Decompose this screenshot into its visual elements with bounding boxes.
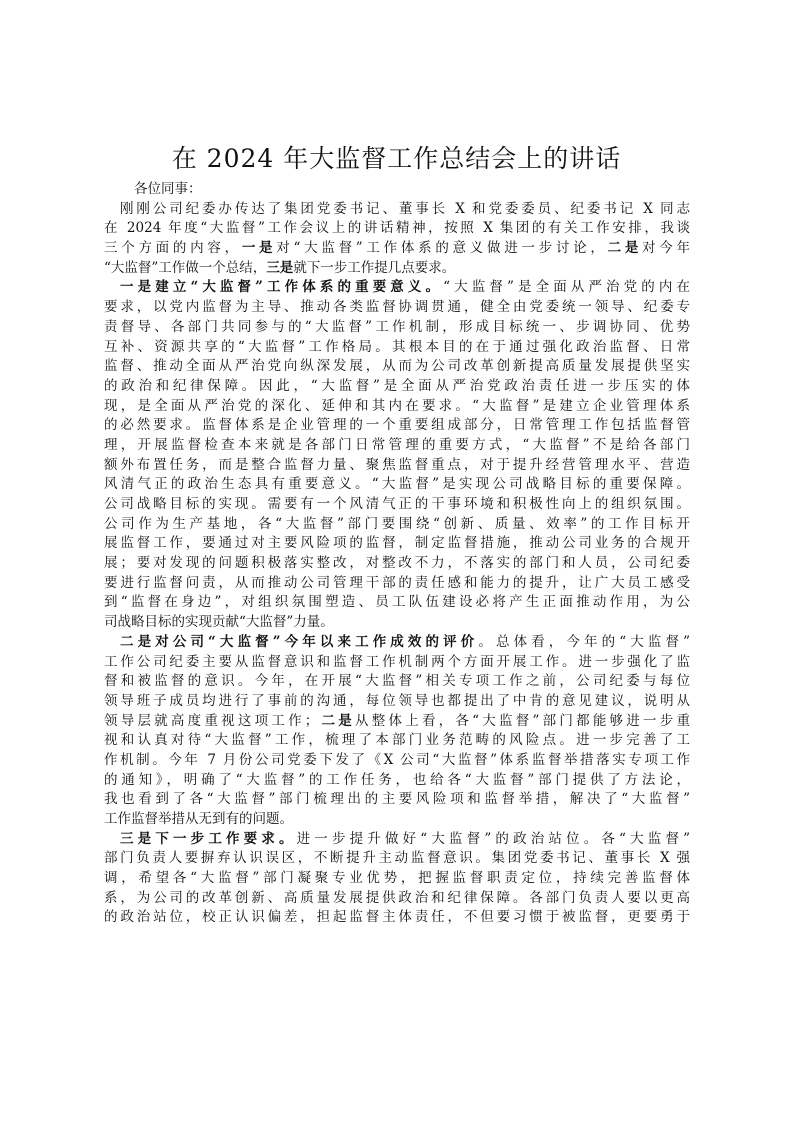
paragraph-line bbox=[104, 259, 690, 279]
paragraph-line: 我也看到了各“大监督”部门梳理出的主要风险项和监督举措，解决了“大监督” bbox=[104, 791, 690, 808]
paragraph-line: 现，是全面从严治党的深化、延伸和其内在要求。“大监督”是建立企业管理体系 bbox=[104, 397, 690, 414]
paragraph-line: 监督、推动全面从严治党向纵深发展，从而为公司改革创新提高质量发展提供坚实 bbox=[104, 358, 690, 375]
paragraph-line: 公司作为生产基地，各“大监督”部门要围绕“创新、质量、效率”的工作目标开 bbox=[104, 515, 690, 532]
section-heading: 一是建立“大监督”工作体系的重要意义。 bbox=[120, 279, 444, 296]
text-run: “大监督”是全面从严治党的内在 bbox=[443, 279, 690, 296]
bold-marker: 二是 bbox=[607, 240, 643, 257]
paragraph-line: 作机制。今年 7 月份公司党委下发了《X 公司“大监督”体系监督举措落实专项工作 bbox=[104, 751, 690, 768]
text-run: 领导层就高度重视这项工作； bbox=[104, 712, 319, 729]
bold-marker: 一是 bbox=[241, 240, 277, 257]
paragraph-line bbox=[104, 830, 690, 850]
paragraph-line: 的政治和纪律保障。因此，“大监督”是全面从严治党政治责任进一步压实的体 bbox=[104, 377, 690, 394]
paragraph-line: 调，希望各“大监督”部门凝聚专业优势，把握监督职责定位，持续完善监督体 bbox=[104, 870, 690, 887]
bold-marker: 二是 bbox=[318, 712, 356, 729]
document-body bbox=[104, 180, 690, 928]
text-run: 三个方面的内容， bbox=[104, 240, 242, 257]
paragraph-line: 公司战略目标的实现。需要有一个风清气正的干事环境和积极性向上的组织氛围。 bbox=[104, 496, 690, 512]
paragraph-line: 领导班子成员均进行了事前的沟通，每位领导也都提出了中肯的意见建议，说明从 bbox=[104, 692, 690, 709]
paragraph-line: 司战略目标的实现贡献“大监督”力量。 bbox=[104, 614, 334, 631]
paragraph-line: 到“监督在身边”，对组织氛围塑造、员工队伍建设必将产生正面推动作用，为公 bbox=[104, 594, 690, 611]
paragraph-line: 责督导、各部门共同参与的“大监督”工作机制，形成目标统一、步调协同、优势 bbox=[104, 318, 690, 335]
paragraph-line: 刚刚公司纪委办传达了集团党委书记、董事长 X 和党委委员、纪委书记 X 同志 bbox=[120, 200, 690, 217]
paragraph-line: 理，开展监督检查本来就是各部门日常管理的重要方式，“大监督”不是给各部门 bbox=[104, 436, 690, 453]
text-run: “大监督”工作做一个总结， bbox=[104, 259, 267, 276]
section-heading: 三是下一步工作要求。 bbox=[120, 830, 297, 847]
paragraph-line: 要进行监督问责，从而推动公司管理干部的责任感和能力的提升，让广大员工感受 bbox=[104, 574, 690, 591]
text-run: 。总体看，今年的“大监督” bbox=[478, 633, 690, 650]
paragraph-line: 工作监督举措从无到有的问题。 bbox=[104, 811, 293, 827]
paragraph-line: 要求，以党内监督为主导、推动各类监督协调贯通，健全由党委统一领导、纪委专 bbox=[104, 299, 690, 316]
paragraph-line bbox=[104, 712, 690, 732]
text-run: 进一步提升做好“大监督”的政治站位。各“大监督” bbox=[296, 830, 691, 847]
paragraph-line: 的政治站位，校正认识偏差，担起监督主体责任，不但要习惯于被监督，更要勇于 bbox=[104, 909, 690, 926]
text-run: 对今年 bbox=[642, 240, 690, 257]
paragraph-line: 在 2024 年度“大监督”工作会议上的讲话精神，按照 X 集团的有关工作安排，我谈 bbox=[104, 220, 690, 237]
section-heading: 二是对公司“大监督”今年以来工作成效的评价 bbox=[120, 633, 479, 650]
paragraph-line: 工作公司纪委主要从监督意识和监督工作机制两个方面开展工作。进一步强化了监 bbox=[104, 653, 690, 670]
paragraph-line: 系，为公司的改革创新、高质量发展提供政治和纪律保障。各部门负责人要以更高 bbox=[104, 889, 690, 906]
salutation: 各位同事： bbox=[134, 181, 202, 197]
paragraph-line: 风清气正的政治生态具有重要意义。“大监督”是实现公司战略目标的重要保障。 bbox=[104, 476, 690, 493]
paragraph-line: 督和被监督的意识。今年，在开展“大监督”相关专项工作之前，公司纪委与每位 bbox=[104, 673, 690, 690]
paragraph-line bbox=[104, 239, 690, 259]
paragraph-line: 的通知》，明确了“大监督”的工作任务，也给各“大监督”部门提供了方法论， bbox=[104, 771, 690, 788]
paragraph-line: 互补、资源共享的“大监督”工作格局。其根本目的在于通过强化政治监督、日常 bbox=[104, 338, 690, 355]
paragraph-line: 部门负责人要摒弃认识误区，不断提升主动监督意识。集团党委书记、董事长 X 强 bbox=[104, 850, 690, 867]
paragraph-line: 展；要对发现的问题积极落实整改，对整改不力，不落实的部门和人员，公司纪委 bbox=[104, 555, 690, 572]
paragraph-line bbox=[104, 278, 690, 298]
paragraph-line: 的必然要求。监督体系是企业管理的一个重要组成部分，日常管理工作包括监督管 bbox=[104, 417, 690, 434]
text-run: 就下一步工作提几点要求。 bbox=[293, 259, 456, 276]
paragraph-line bbox=[104, 633, 690, 653]
page-title: 在 2024 年大监督工作总结会上的讲话 bbox=[171, 144, 622, 173]
text-run: 对“大监督”工作体系的意义做进一步讨论， bbox=[276, 240, 608, 257]
paragraph-line: 视和认真对待“大监督”工作，梳理了本部门业务范畴的风险点。进一步完善了工 bbox=[104, 732, 690, 749]
paragraph-line: 展监督工作，要通过对主要风险项的监督，制定监督措施，推动公司业务的合规开 bbox=[104, 535, 690, 552]
bold-marker: 三是 bbox=[266, 259, 294, 276]
text-run: 从整体上看，各“大监督”部门都能够进一步重 bbox=[355, 712, 690, 729]
paragraph-line: 额外布置任务，而是整合监督力量、聚焦监督重点，对于提升经营管理水平、营造 bbox=[104, 456, 690, 473]
